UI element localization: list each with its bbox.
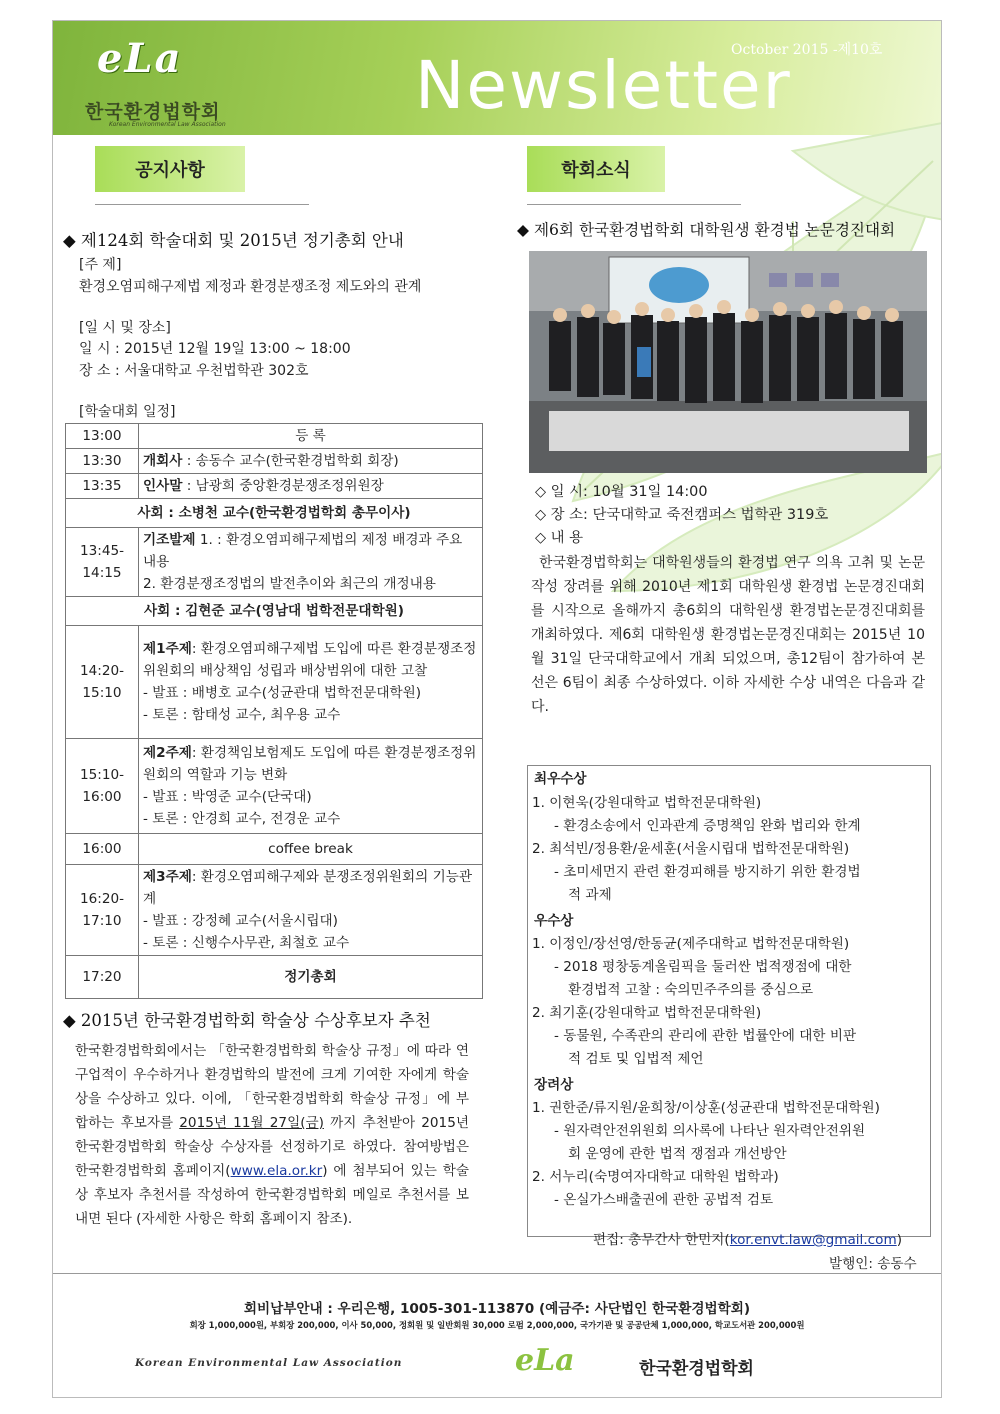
table-row xyxy=(66,449,483,474)
homepage-link[interactable]: www.ela.or.kr xyxy=(230,1163,323,1179)
news-date: ◇ 일 시: 10월 31일 14:00 xyxy=(535,484,708,500)
table-row xyxy=(66,499,483,528)
award-item: 2. 서누리(숙명여자대학교 대학원 법학과) xyxy=(532,1169,779,1185)
award-item: 1. 이현욱(강원대학교 법학전문대학원) xyxy=(532,795,762,811)
award-item-detail: - 원자력안전위원회 의사록에 나타난 원자력안전위원 xyxy=(554,1123,866,1139)
event-cell: coffee break xyxy=(139,834,483,865)
table-row xyxy=(66,597,483,626)
news-heading: ◆ 제6회 한국환경법학회 대학원생 환경법 논문경진대회 xyxy=(517,221,896,239)
table-row xyxy=(66,528,483,597)
table-row xyxy=(66,424,483,449)
event-cell: 정기총회 xyxy=(139,956,483,999)
event-cell: 제1주제: 환경오염피해구제법 도입에 따른 환경분쟁조정위원회의 배상책임 성립과 배상범위에 대한 고찰 - 발표 : 배병호 교수(성균관대 법학전문대학원) - 토론 : 함태성 교수, 최우용 교수 xyxy=(139,626,483,739)
editor-email-link[interactable]: kor.envt.law@gmail.com xyxy=(729,1232,897,1248)
time-cell: 17:20 xyxy=(66,956,139,999)
award-item-detail: 적 과제 xyxy=(568,887,612,903)
notice-section-tab: 공지사항 xyxy=(95,146,245,192)
chair-row: 사회 : 소병천 교수(한국환경법학회 총무이사) xyxy=(66,499,483,528)
schedule-label: [학술대회 일정] xyxy=(79,404,176,420)
footer-org-kr: 한국환경법학회 xyxy=(639,1359,754,1379)
award-item: 2. 최석빈/정용환/윤세훈(서울시립대 법학전문대학원) xyxy=(532,841,850,857)
awards-box xyxy=(527,765,931,1237)
time-cell: 13:35 xyxy=(66,474,139,499)
table-row xyxy=(66,626,483,739)
event-cell: 제3주제: 환경오염피해구제와 분쟁조정위원회의 기능관계 - 발표 : 강정혜 교수(서울시립대) - 토론 : 신행수사무관, 최철호 교수 xyxy=(139,865,483,956)
event-group-photo xyxy=(529,251,927,473)
table-row xyxy=(66,865,483,956)
time-cell: 13:30 xyxy=(66,449,139,474)
divider xyxy=(527,204,741,205)
news-content-label: ◇ 내 용 xyxy=(535,530,584,546)
time-cell: 14:20-15:10 xyxy=(66,626,139,739)
event-cell: 기조발제 1. : 환경오염피해구제법의 제정 배경과 주요 내용 2. 환경분쟁조정법의 발전추이와 최근의 개정내용 xyxy=(139,528,483,597)
award-item: 2. 최기훈(강원대학교 법학전문대학원) xyxy=(532,1005,762,1021)
award-item-detail: - 동물원, 수족관의 관리에 관한 법률안에 대한 비판 xyxy=(554,1028,857,1044)
award-item-detail: 회 운영에 관한 법적 쟁점과 개선방안 xyxy=(568,1146,787,1162)
time-cell: 16:20-17:10 xyxy=(66,865,139,956)
org-name: 한국환경법학회 xyxy=(85,101,221,123)
grand-prize-title: 최우수상 xyxy=(534,771,587,787)
event-cell: 개회사 : 송동수 교수(한국환경법학회 회장) xyxy=(139,449,483,474)
encouragement-prize-title: 장려상 xyxy=(534,1077,574,1093)
news-body: 한국환경법학회는 대학원생들의 환경법 연구 의욕 고취 및 논문작성 장려를 위해 2010년 제1회 대학원생 환경법 논문경진대회를 시작으로 올해까지 총6회의 대학원생 환경법논문경진대회를 개최하였다. 제6회 대학원생 환경법논문경진대회는 2015년 10월 31일 단국대학교에서 개최 되었으며, 총12팀이 참가하여 본선은 6팀이 최종 수상하였다. 이하 자세한 수상 내역은 다음과 같다. xyxy=(531,555,925,715)
news-place: ◇ 장 소: 단국대학교 죽전캠퍼스 법학관 319호 xyxy=(535,507,829,523)
place-line: 장 소 : 서울대학교 우천법학관 302호 xyxy=(79,363,309,379)
table-row xyxy=(66,956,483,999)
award-item: 1. 이정인/장선영/한동균(제주대학교 법학전문대학원) xyxy=(532,936,850,952)
table-row xyxy=(66,739,483,834)
header-banner xyxy=(53,21,941,135)
notice2-heading: ◆ 2015년 한국환경법학회 학술상 수상후보자 추천 xyxy=(63,1011,431,1030)
award-item-detail: - 2018 평창동계올림픽을 둘러싼 법적쟁점에 대한 xyxy=(554,959,852,975)
award-item-detail: - 초미세먼지 관련 환경피해를 방지하기 위한 환경법 xyxy=(554,864,861,880)
footer-divider xyxy=(53,1273,941,1274)
news-section-tab: 학회소식 xyxy=(527,146,665,192)
award-item-detail: - 온실가스배출권에 관한 공법적 검토 xyxy=(554,1192,774,1208)
award-item-detail: - 환경소송에서 인과관계 증명책임 완화 법리와 한계 xyxy=(554,818,861,834)
footer-org-en: Korean Environmental Law Association xyxy=(135,1357,403,1369)
time-cell: 13:45-14:15 xyxy=(66,528,139,597)
event-cell: 인사말 : 남광희 중앙환경분쟁조정위원장 xyxy=(139,474,483,499)
award-item-detail: 적 검토 및 입법적 제언 xyxy=(568,1051,704,1067)
time-cell: 15:10-16:00 xyxy=(66,739,139,834)
org-name-en: Korean Environmental Law Association xyxy=(109,121,226,128)
event-cell: 등 록 xyxy=(139,424,483,449)
excellence-prize-title: 우수상 xyxy=(534,913,574,929)
time-cell: 16:00 xyxy=(66,834,139,865)
notice2-body: 한국환경법학회에서는 「한국환경법학회 학술상 규정」에 따라 연구업적이 우수하거나 환경법학의 발전에 크게 기여한 자에게 학술상을 수상하고 있다. 이에, 「한국환경법학회 학술상 규정」에 부합하는 후보자를 2015년 11월 27일(금) 까지 추천받아 2015년 한국환경법학회 학술상 수상자를 선정하기로 하였다. 참여방법은 한국환경법학회 홈페이지(www.ela.or.kr) 에 첨부되어 있는 학술상 후보자 추천서를 작성하여 한국환경법학회 메일로 추천서를 보내면 된다 (자세한 사항은 학회 홈페이지 참조). xyxy=(75,1043,469,1227)
newsletter-title: Newsletter xyxy=(415,47,792,124)
award-item: 1. 권한준/류지원/윤희창/이상훈(성균관대 법학전문대학원) xyxy=(532,1100,880,1116)
when-label: [일 시 및 장소] xyxy=(79,320,171,336)
logo-mark: eLa xyxy=(97,35,183,82)
issue-label: October 2015 -제10호 xyxy=(731,42,883,58)
footer-logo: eLa xyxy=(515,1343,575,1378)
date-line: 일 시 : 2015년 12월 19일 13:00 ~ 18:00 xyxy=(79,341,351,357)
fee-notice: 회비납부안내 : 우리은행, 1005-301-113870 (예금주: 사단법인 한국환경법학회) xyxy=(243,1301,751,1317)
chair-row: 사회 : 김현준 교수(영남대 법학전문대학원) xyxy=(66,597,483,626)
table-row xyxy=(66,474,483,499)
time-cell: 13:00 xyxy=(66,424,139,449)
table-row xyxy=(66,834,483,865)
editor-credit: 편집: 총무간사 한민지(kor.envt.law@gmail.com) xyxy=(593,1232,902,1248)
event-cell: 제2주제: 환경책임보험제도 도입에 따른 환경분쟁조정위원회의 역할과 기능 변화 - 발표 : 박영준 교수(단국대) - 토론 : 안경희 교수, 전경운 교수 xyxy=(139,739,483,834)
topic-text: 환경오염피해구제법 제정과 환경분쟁조정 제도와의 관계 xyxy=(79,279,422,295)
fee-detail: 회장 1,000,000원, 부회장 200,000, 이사 50,000, 정회원 및 일반회원 30,000 로펌 2,000,000, 국가기관 및 공공단체 1,000,000, 학교도서관 200,000원 xyxy=(189,1320,805,1330)
publisher: 발행인: 송동수 xyxy=(829,1256,917,1272)
notice1-heading: ◆ 제124회 학술대회 및 2015년 정기총회 안내 xyxy=(63,231,404,250)
schedule-table xyxy=(65,423,483,999)
newsletter-page xyxy=(52,20,942,1398)
org-logo xyxy=(85,35,265,128)
award-item-detail: 환경법적 고찰 : 숙의민주주의를 중심으로 xyxy=(568,982,814,998)
divider xyxy=(95,204,309,205)
topic-label: [주 제] xyxy=(79,257,122,273)
